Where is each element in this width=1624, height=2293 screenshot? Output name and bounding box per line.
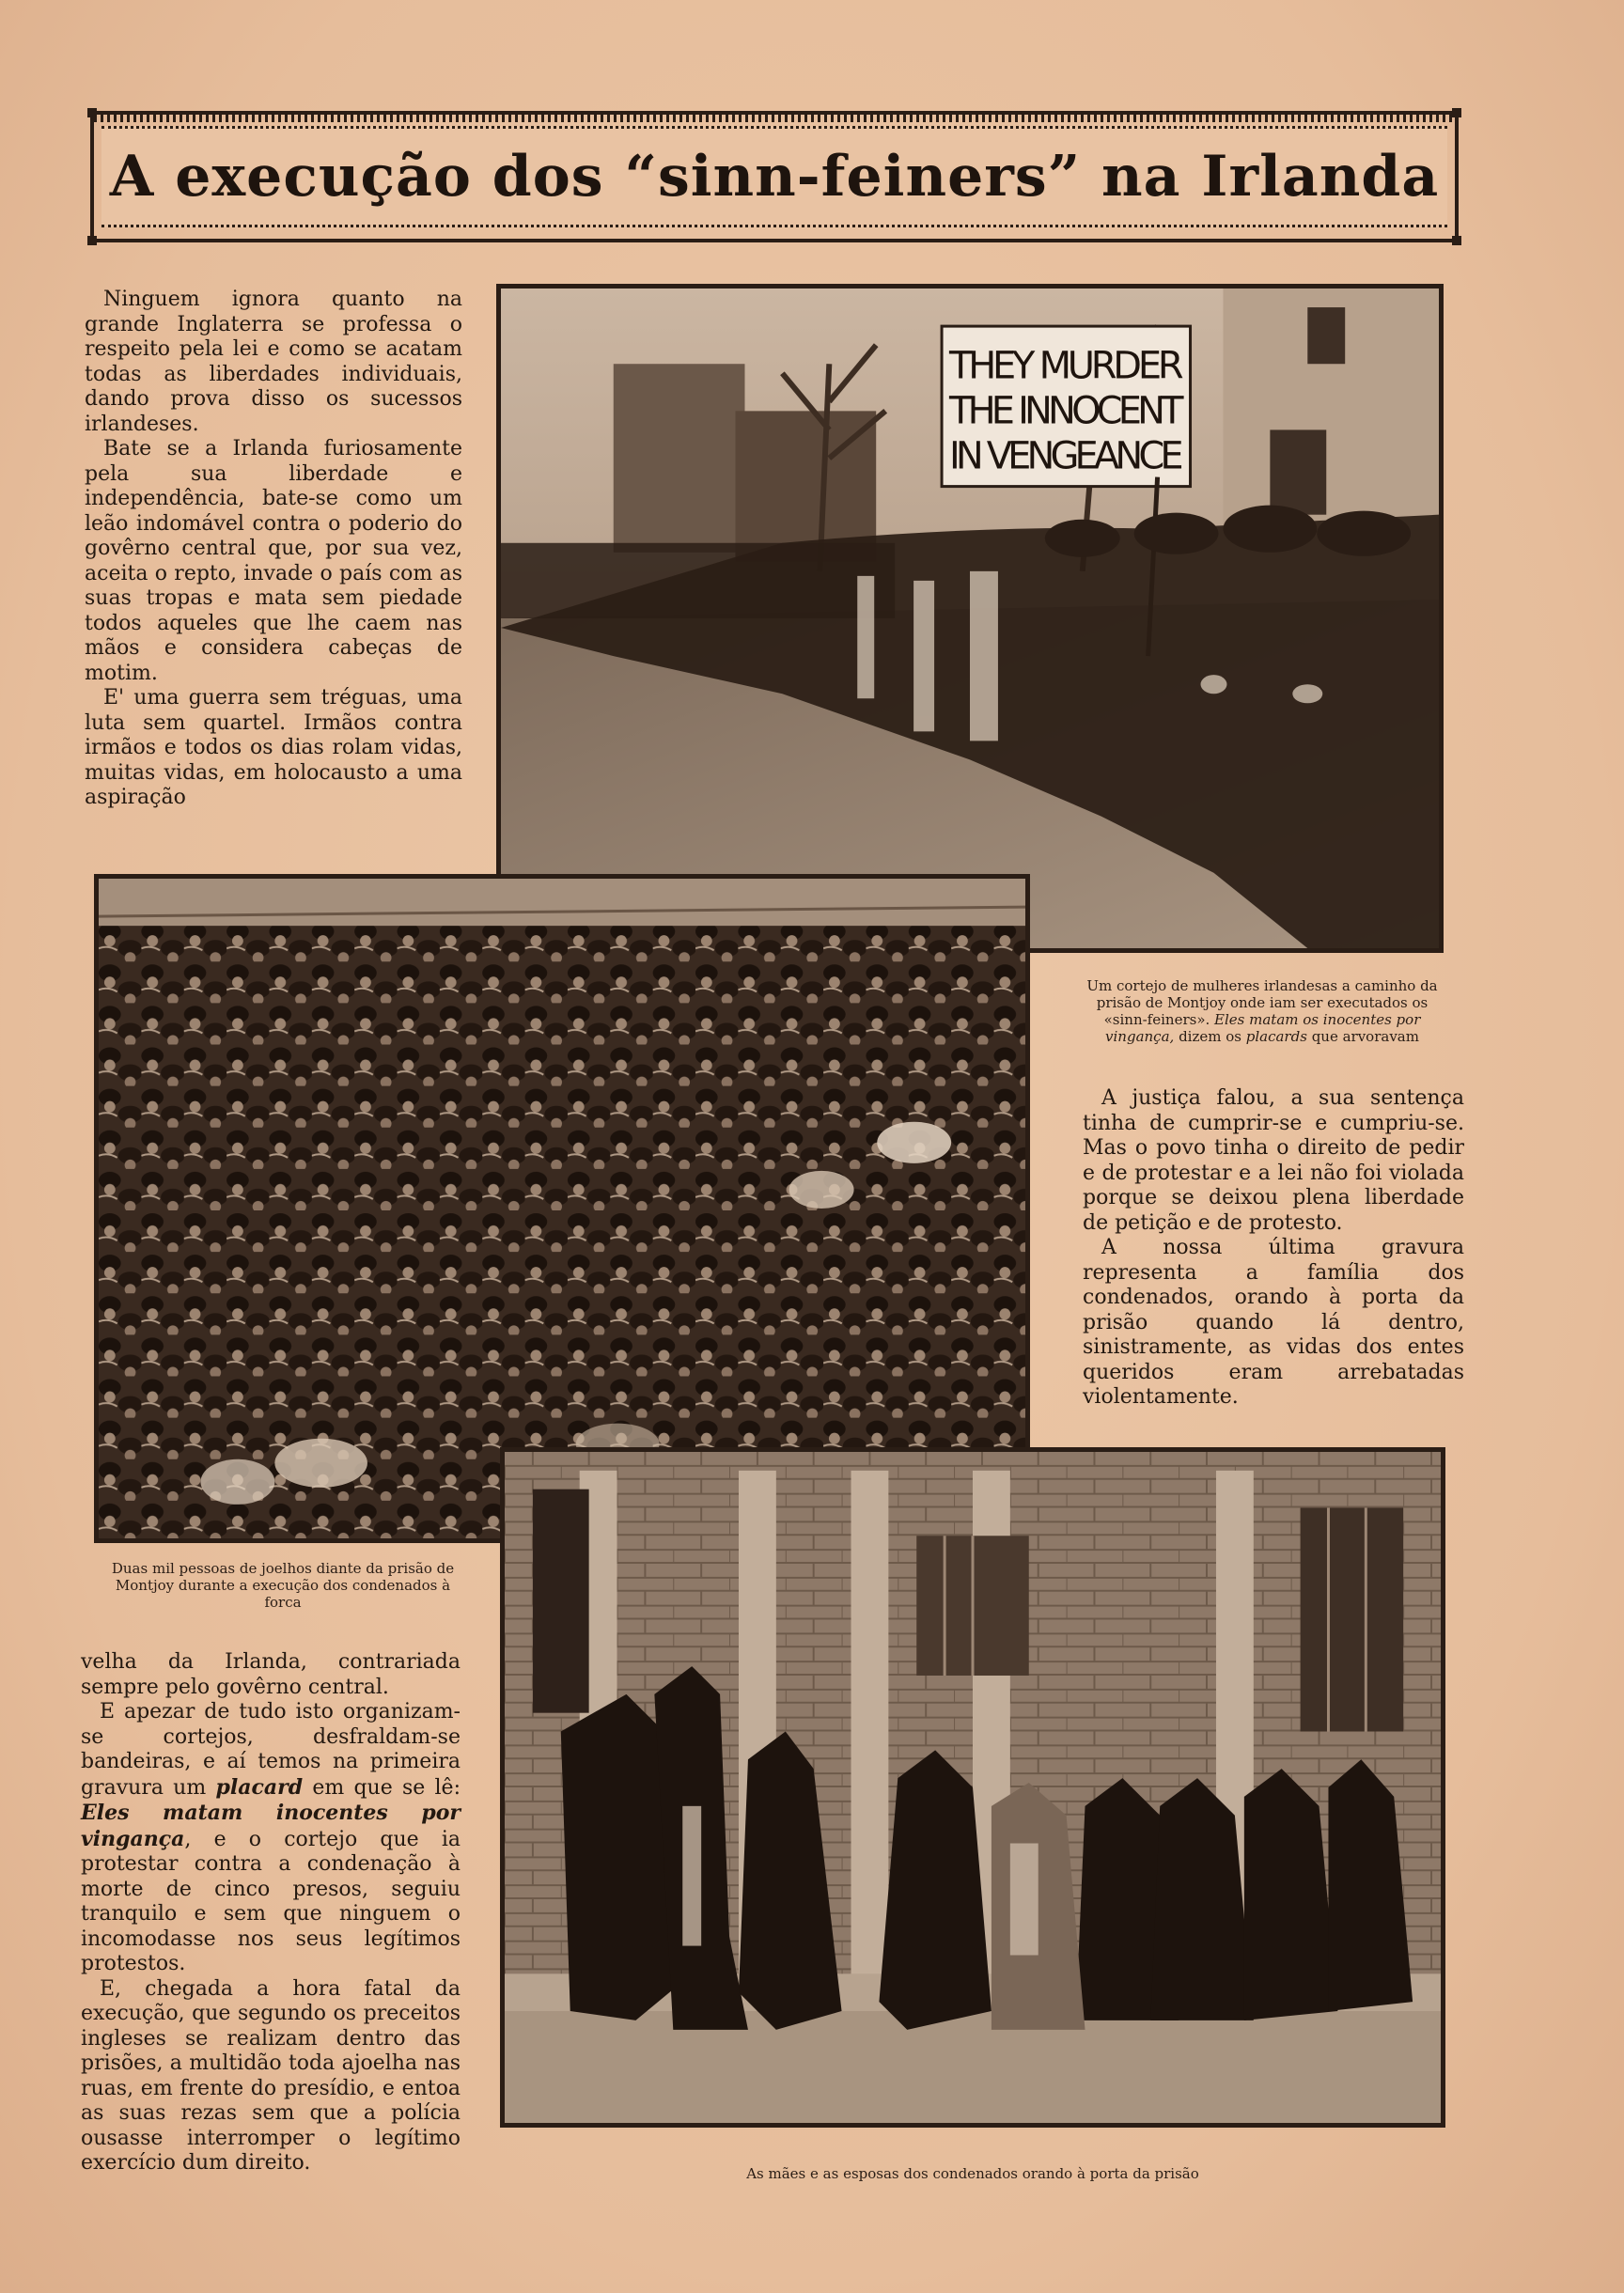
paragraph: E apezar de tudo isto organizam-se cortejos, desfraldam-se bandeiras, e aí temos na primeira gravura um placard em que se lê: Eles matam inocentes por vingança, e o cortejo que ia protestar contra a condenação à morte de cinco presos, seguiu tranquilo e sem que ninguem o incomodasse nos seus legítimos protestos.	[81, 1700, 461, 1975]
sign-text-line3: IN VENGEANCE	[949, 434, 1184, 478]
article-text-col1	[85, 288, 462, 811]
paragraph: E, chegada a hora fatal da execução, que segundo os preceitos ingleses se realizam dentro das prisões, a multidão toda ajoelha nas ruas, em frente do presídio, e entoa as suas rezas sem que a polícia ousasse interromper o legítimo exercício dum direito.	[81, 1976, 461, 2175]
page-title: A execução dos “sinn-feiners” na Irlanda	[109, 144, 1440, 210]
caption-procession	[1079, 977, 1445, 1045]
caption-placards: placards	[1245, 1028, 1307, 1045]
sign-text-line1: THEY MURDER	[949, 344, 1184, 388]
paragraph: Bate se a Irlanda furiosamente pela sua liberdade e independência, bate-se como um leão indomável contra o poderio do govêrno central que, por sua vez, aceita o repto, invade o país com as suas tropas e mata sem piedade todos aqueles que lhe caem nas mãos e considera cabeças de motim.	[85, 437, 462, 685]
sign-text-line2: THE INNOCENT	[949, 389, 1184, 433]
caption-quote: Eles matam os inocentes por vingança,	[1105, 1011, 1421, 1045]
paragraph: velha da Irlanda, contrariada sempre pelo govêrno central.	[81, 1650, 461, 1699]
photo-women-procession	[496, 284, 1444, 953]
placard-word: placard	[215, 1774, 304, 1800]
caption-text: dizem os	[1179, 1028, 1241, 1045]
paragraph: E' uma guerra sem tréguas, uma luta sem quartel. Irmãos contra irmãos e todos os dias rolam vidas, muitas vidas, em holocausto a uma aspiração	[85, 686, 462, 809]
caption-families-praying: As mães e as esposas dos condenados orando à porta da prisão	[746, 2165, 1199, 2182]
article-text-col3	[1083, 1086, 1464, 1411]
paragraph: A nossa última gravura representa a família dos condenados, orando à porta da prisão quando lá dentro, sinistramente, as vidas dos entes queridos eram arrebatadas violentamente.	[1083, 1236, 1464, 1409]
title-frame	[90, 111, 1459, 242]
placard-quote: Eles matam inocentes por vingança	[81, 1801, 461, 1851]
paragraph: A justiça falou, a sua sentença tinha de cumprir-se e cumpriu-se. Mas o povo tinha o direito de pedir e de protestar e a lei não foi violada porque se deixou plena liberdade de petição e de protesto.	[1083, 1086, 1464, 1235]
paragraph: Ninguem ignora quanto na grande Inglaterra se professa o respeito pela lei e como se acatam todas as liberdades individuais, dando prova disso os sucessos irlandeses.	[85, 288, 462, 436]
caption-text: Um cortejo de mulheres irlandesas a caminho da prisão de Montjoy onde iam ser executados os «sinn-feiners».	[1086, 977, 1438, 1028]
caption-kneeling-crowd: Duas mil pessoas de joelhos diante da prisão de Montjoy durante a execução dos condenados à forca	[111, 1560, 455, 1611]
photo-families-praying	[500, 1447, 1445, 2128]
article-text-col2	[81, 1650, 461, 2176]
caption-text: que arvoravam	[1311, 1028, 1419, 1045]
photo-kneeling-crowd	[94, 874, 1030, 1543]
